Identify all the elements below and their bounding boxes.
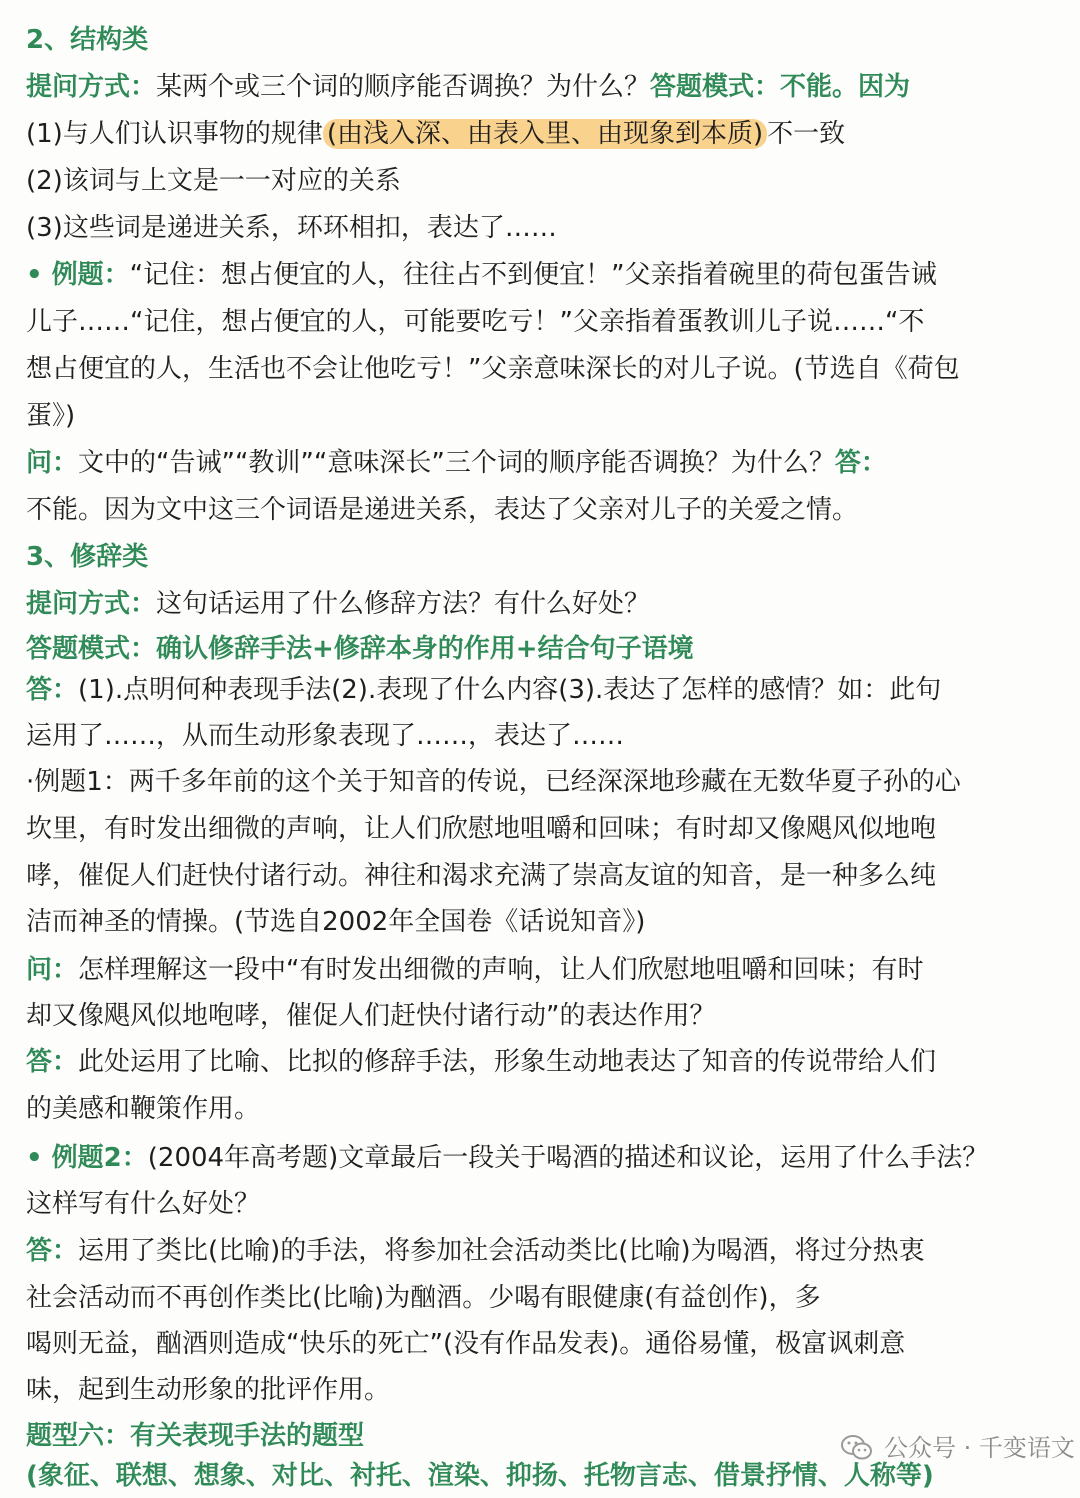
- s3-example2-label: • 例题2：: [26, 1143, 148, 1173]
- watermark-text: 公众号 · 千变语文: [884, 1434, 1075, 1462]
- s2-point-1-pre: (1)与人们认识事物的规律: [26, 119, 323, 149]
- s2-ask-line: [26, 441, 1062, 485]
- s3-answer2-text-1: 此处运用了比喻、比拟的修辞手法，形象生动地表达了知音的传说带给人们: [78, 1047, 937, 1077]
- s3-answer-line-2: 运用了……，从而生动形象表现了……，表达了……: [26, 721, 625, 751]
- section-3-heading: 3、修辞类: [26, 542, 149, 572]
- s3-answer3-label: 答：: [26, 1236, 79, 1266]
- s3-example1-line-3: 哮，催促人们赶快付诸行动。神往和渴求充满了崇高友谊的知音，是一种多么纯: [26, 861, 937, 891]
- s3-answer-label: 答：: [26, 675, 79, 705]
- s3-question-row: [26, 582, 1062, 626]
- s2-question-text: 某两个或三个词的顺序能否调换？为什么？: [156, 72, 651, 102]
- s3-answer3-line-4: 味，起到生动形象的批评作用。: [26, 1375, 391, 1405]
- s3-answer2-line-1: [26, 1040, 1062, 1084]
- wechat-icon: [840, 1433, 874, 1463]
- s3-answer2-line-2: 的美感和鞭策作用。: [26, 1094, 261, 1124]
- s3-example1-line-2: 坎里，有时发出细微的声响，让人们欣慰地咀嚼和回味；有时却又像飓风似地咆: [26, 814, 937, 844]
- s2-example-label: • 例题：: [26, 260, 130, 290]
- s2-point-3: (3)这些词是递进关系，环环相扣，表达了……: [26, 213, 557, 243]
- s3-example2-text-1: (2004年高考题)文章最后一段关于喝酒的描述和议论，运用了什么手法？: [147, 1143, 989, 1173]
- s3-answer-line-1: [26, 668, 1062, 712]
- s2-example-line-3: 想占便宜的人，生活也不会让他吃亏！”父亲意味深长的对儿子说。(节选自《荷包: [26, 354, 960, 384]
- s3-question-label: 提问方式：: [26, 589, 157, 619]
- s2-ask-label: 问：: [26, 448, 79, 478]
- section-2-heading: 2、结构类: [26, 25, 149, 55]
- s2-question-row: [26, 65, 1062, 109]
- s3-answer3-line-2: 社会活动而不再创作类比(比喻)为酗酒。少喝有眼健康(有益创作)，多: [26, 1283, 821, 1313]
- s2-example-line-2: 儿子……“记住，想占便宜的人，可能要吃亏！”父亲指着蛋教训儿子说……“不: [26, 307, 925, 337]
- s2-ask-text: 文中的“告诫”“教训”“意味深长”三个词的顺序能否调换？为什么？: [78, 448, 835, 478]
- s2-answer-line: 不能。因为文中这三个词语是递进关系，表达了父亲对儿子的关爱之情。: [26, 495, 859, 525]
- s2-answer-mode: 答题模式：不能。因为: [650, 72, 911, 102]
- s3-mode-row: [26, 627, 1062, 671]
- s3-example1-line-1: ·例题1：两千多年前的这个关于知音的传说，已经深深地珍藏在无数华夏子孙的心: [26, 767, 961, 797]
- s3-answer-text-1: (1).点明何种表现手法(2).表现了什么内容(3).表达了怎样的感情？如：此句: [78, 675, 942, 705]
- s2-example-text-1: “记住：想占便宜的人，往往占不到便宜！”父亲指着碗里的荷包蛋告诫: [129, 260, 937, 290]
- section-6-technique-list: (象征、联想、想象、对比、衬托、渲染、抑扬、托物言志、借景抒情、人称等): [26, 1461, 934, 1491]
- s2-point-2: (2)该词与上文是一一对应的关系: [26, 166, 401, 196]
- s2-example-line-1: [26, 253, 1062, 297]
- s3-answer2-label: 答：: [26, 1047, 79, 1077]
- s3-example2-line-1: [26, 1136, 1062, 1180]
- section-6-heading: 题型六：有关表现手法的题型: [26, 1421, 365, 1451]
- watermark: [840, 1428, 1075, 1468]
- s3-answer3-line-1: [26, 1229, 1062, 1273]
- s3-answer3-text-1: 运用了类比(比喻)的手法，将参加社会活动类比(比喻)为喝酒，将过分热衷: [78, 1236, 925, 1266]
- s3-ask-line-1: [26, 948, 1062, 992]
- s3-answer3-line-3: 喝则无益，酗酒则造成“快乐的死亡”(没有作品发表)。通俗易懂，极富讽刺意: [26, 1329, 906, 1359]
- s3-example1-line-4: 洁而神圣的情操。(节选自2002年全国卷《话说知音》): [26, 907, 646, 937]
- s2-answer-label: 答：: [834, 448, 887, 478]
- s3-ask-line-2: 却又像飓风似地咆哮，催促人们赶快付诸行动”的表达作用？: [26, 1001, 716, 1031]
- s3-mode-text: 确认修辞手法+修辞本身的作用+结合句子语境: [156, 634, 694, 664]
- s2-point-1: [26, 112, 1062, 156]
- s3-example2-line-2: 这样写有什么好处？: [26, 1189, 261, 1219]
- s2-example-line-4: 蛋》): [26, 401, 76, 431]
- s2-question-label: 提问方式：: [26, 72, 157, 102]
- s2-point-1-highlight: (由浅入深、由表入里、由现象到本质): [323, 119, 767, 149]
- s3-mode-label: 答题模式：: [26, 634, 157, 664]
- s3-question-text: 这句话运用了什么修辞方法？有什么好处？: [156, 589, 651, 619]
- s3-ask-label: 问：: [26, 955, 79, 985]
- s3-ask-text-1: 怎样理解这一段中“有时发出细微的声响，让人们欣慰地咀嚼和回味；有时: [78, 955, 924, 985]
- s2-point-1-post: 不一致: [767, 119, 846, 149]
